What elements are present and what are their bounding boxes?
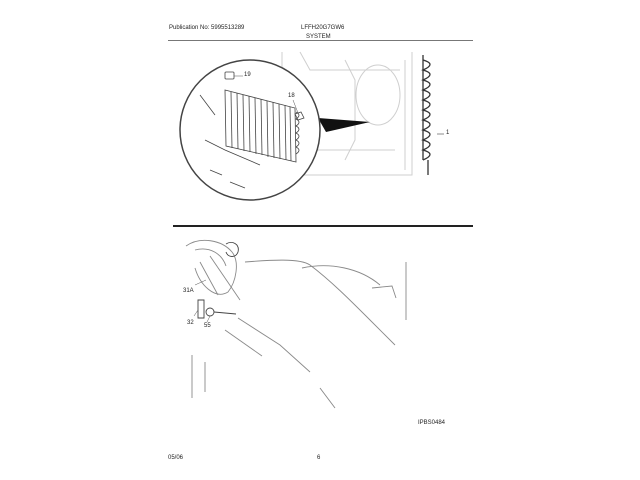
tubing-assembly bbox=[186, 240, 406, 408]
section-title: SYSTEM bbox=[306, 34, 331, 40]
callout-32: 32 bbox=[187, 320, 194, 326]
lower-parts bbox=[198, 242, 238, 318]
model-number: LFFH20G7GW6 bbox=[301, 25, 345, 31]
callout-1: 1 bbox=[446, 130, 450, 136]
callout-18: 18 bbox=[288, 93, 295, 99]
callout-55: 55 bbox=[204, 323, 211, 329]
page-number: 6 bbox=[317, 455, 321, 461]
detail-pointer bbox=[318, 118, 370, 132]
callout-19: 19 bbox=[244, 72, 251, 78]
publication-number: Publication No: 5995513289 bbox=[169, 25, 245, 31]
condenser-coil bbox=[423, 55, 430, 175]
callout-31a: 31A bbox=[183, 288, 194, 294]
figure-code: IPBS0484 bbox=[418, 420, 446, 426]
section-divider bbox=[173, 225, 473, 227]
footer-date: 05/06 bbox=[168, 455, 184, 461]
